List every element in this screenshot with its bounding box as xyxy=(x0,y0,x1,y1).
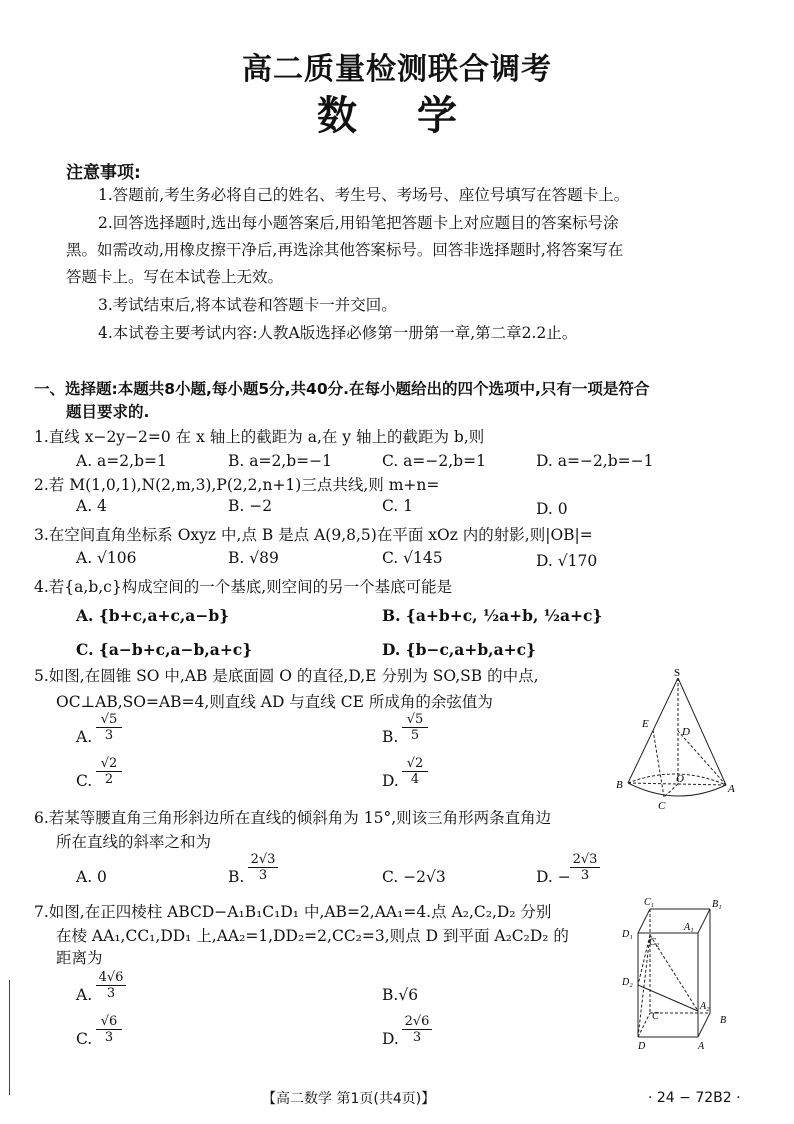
q3-stem: 3.在空间直角坐标系 Oxyz 中,点 B 是点 A(9,8,5)在平面 xOz 内的射影,则|OB|= xyxy=(34,526,593,544)
q4-option-a: A. {b+c,a+c,a−b} xyxy=(76,606,230,625)
label-e: E xyxy=(642,718,649,730)
notice-item-4: 4.本试卷主要考试内容:人教A版选择必修第一册第一章,第二章2.2止。 xyxy=(98,324,578,342)
label-a2: A₂ xyxy=(700,1001,710,1012)
segment-oc xyxy=(664,784,678,797)
label-d1: D₁ xyxy=(622,929,633,940)
section-heading: 一、选择题:本题共8小题,每小题5分,共40分.在每小题给出的四个选项中,只有一项是符合 xyxy=(34,380,650,398)
q2-option-a: A. 4 xyxy=(76,497,107,515)
subject-title: 数学 xyxy=(317,93,517,139)
segment-d2a2 xyxy=(638,985,698,1011)
q1-option-d: D. a=−2,b=−1 xyxy=(536,452,654,470)
edge-b1a1 xyxy=(698,909,710,933)
q2-option-b: B. −2 xyxy=(228,497,273,515)
q7-stem-1: 7.如图,在正四棱柱 ABCD−A₁B₁C₁D₁ 中,AB=2,AA₁=4.点 A₂,C₂,D₂ 分别 xyxy=(34,903,552,921)
label-c: C xyxy=(658,800,666,812)
q4-option-d: D. {b−c,a+b,a+c} xyxy=(382,640,537,659)
label-o: O xyxy=(676,773,684,785)
q7-stem-3: 距离为 xyxy=(56,949,103,967)
q4-option-c: C. {a−b+c,a−b,a+c} xyxy=(76,640,253,659)
q1-option-b: B. a=2,b=−1 xyxy=(228,452,333,470)
q1-stem: 1.直线 x−2y−2=0 在 x 轴上的截距为 a,在 y 轴上的截距为 b,则 xyxy=(34,428,485,446)
q3-option-b: B. √89 xyxy=(228,549,279,567)
q3-option-c: C. √145 xyxy=(382,549,443,567)
q6-stem-2: 所在直线的斜率之和为 xyxy=(56,833,212,851)
label-b: B xyxy=(720,1015,727,1026)
q7-option-b: B.√6 xyxy=(382,986,419,1004)
q2-option-d: D. 0 xyxy=(536,500,568,518)
q4-option-b: B. {a+b+c, ½a+b, ½a+c} xyxy=(382,606,603,625)
q1-option-a: A. a=2,b=1 xyxy=(76,452,167,470)
q6-stem-1: 6.若某等腰直角三角形斜边所在直线的倾斜角为 15°,则该三角形两条直角边 xyxy=(34,809,552,827)
footer-code: · 24 − 72B2 · xyxy=(648,1090,741,1106)
footer-page-info: 【高二数学 第1页(共4页)】 xyxy=(262,1091,436,1107)
exam-title: 高二质量检测联合调考 xyxy=(242,52,552,87)
cone-figure xyxy=(612,664,742,812)
q4-stem: 4.若{a,b,c}构成空间的一个基底,则空间的另一个基底可能是 xyxy=(34,578,453,596)
label-a1: A₁ xyxy=(684,922,694,933)
notice-item-2-end: 答题卡上。写在本试卷上无效。 xyxy=(66,268,284,286)
label-a: A xyxy=(728,783,735,795)
q2-stem: 2.若 M(1,0,1),N(2,m,3),P(2,2,n+1)三点共线,则 m+n= xyxy=(34,476,440,494)
label-c1: C₁ xyxy=(644,897,655,908)
label-a: A xyxy=(698,1041,705,1052)
q6-option-a: A. 0 xyxy=(76,868,107,886)
q3-option-d: D. √170 xyxy=(536,552,598,570)
segment-ce xyxy=(653,730,664,797)
q1-option-c: C. a=−2,b=1 xyxy=(382,452,486,470)
label-s: S xyxy=(674,667,681,679)
edge-c1d1 xyxy=(638,909,650,933)
label-c2: C₂ xyxy=(649,937,660,948)
q5-stem-2: OC⊥AB,SO=AB=4,则直线 AD 与直线 CE 所成角的余弦值为 xyxy=(56,693,493,711)
q7-stem-2: 在棱 AA₁,CC₁,DD₁ 上,AA₂=1,DD₂=2,CC₂=3,则点 D 到平面 A₂C₂D₂ 的 xyxy=(56,927,569,945)
prism-figure xyxy=(620,893,740,1053)
notice-heading: 注意事项: xyxy=(66,163,141,183)
label-b1: B₁ xyxy=(712,899,722,910)
label-d2: D₂ xyxy=(622,977,633,988)
notice-item-3: 3.考试结束后,将本试卷和答题卡一并交回。 xyxy=(98,296,397,314)
edge-ab xyxy=(698,1013,710,1037)
label-d: D xyxy=(638,1041,646,1052)
section-heading-cont: 题目要求的. xyxy=(66,403,150,421)
notice-item-2-cont: 黑。如需改动,用橡皮擦干净后,再选涂其他答案标号。回答非选择题时,将答案写在 xyxy=(66,241,624,259)
q3-option-a: A. √106 xyxy=(76,549,137,567)
q6-option-c: C. −2√3 xyxy=(382,868,446,886)
label-b: B xyxy=(616,779,623,791)
q2-option-c: C. 1 xyxy=(382,497,414,515)
notice-item-1: 1.答题前,考生务必将自己的姓名、考生号、考场号、座位号填写在答题卡上。 xyxy=(98,186,630,204)
margin-line xyxy=(9,980,10,1095)
q5-stem-1: 5.如图,在圆锥 SO 中,AB 是底面圆 O 的直径,D,E 分别为 SO,SB 的中点, xyxy=(34,667,539,685)
label-c: C xyxy=(652,1011,659,1022)
label-d: D xyxy=(682,726,690,738)
notice-item-2: 2.回答选择题时,选出每小题答案后,用铅笔把答题卡上对应题目的答案标号涂 xyxy=(98,214,619,232)
